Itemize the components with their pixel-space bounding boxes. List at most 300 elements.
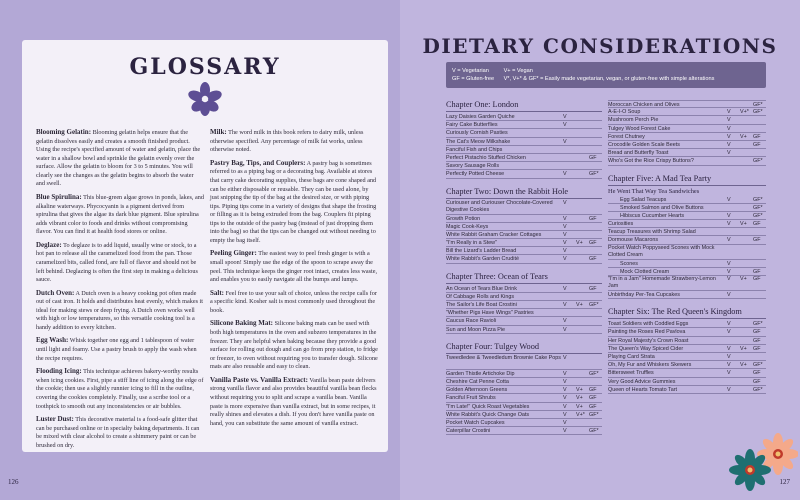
- diet-mark: [576, 427, 589, 434]
- glossary-term: Flooding Icing:: [36, 367, 82, 376]
- recipe-row: [446, 378, 602, 386]
- diet-mark: [576, 154, 589, 161]
- recipe-row: [446, 215, 602, 223]
- diet-mark: GF*: [753, 204, 763, 211]
- diet-mark: [589, 355, 602, 369]
- recipe-name: Her Royal Majesty's Crown Roast: [608, 337, 689, 344]
- glossary-entry: [36, 241, 204, 285]
- diet-mark: [589, 317, 602, 324]
- chapter-section: [446, 342, 602, 436]
- diet-mark: [740, 378, 753, 385]
- diet-mark: [740, 236, 753, 243]
- diet-mark: V: [563, 302, 567, 308]
- chapter-title: Chapter Four: Tulgey Wood: [446, 342, 602, 354]
- recipe-name: Queen of Hearts Tomato Tart: [608, 386, 678, 393]
- diet-mark: [589, 326, 602, 333]
- diet-mark: V+: [576, 395, 583, 402]
- glossary-definition: Feel free to use your salt of choice, unless the recipe calls for a specific kind. Kosher salt is most commonly used throughout the book.: [210, 289, 377, 314]
- recipe-row: [446, 403, 602, 411]
- diet-mark: GF*: [753, 158, 763, 165]
- diet-mark: GF*: [589, 411, 599, 418]
- diet-mark: [563, 162, 576, 169]
- recipe-row: [608, 212, 766, 220]
- chapter-section: [446, 100, 602, 179]
- diet-mark: [576, 378, 589, 385]
- glossary-entry: [36, 289, 204, 333]
- dietary-column-2: [608, 100, 766, 402]
- glossary-term: Blue Spirulina:: [36, 192, 82, 201]
- recipe-name: White Rabbit's Quick Change Oats: [446, 411, 530, 418]
- diet-mark: [727, 228, 740, 235]
- recipe-row: [608, 337, 766, 345]
- diet-mark: [576, 231, 589, 238]
- recipe-row: [446, 355, 602, 370]
- recipe-row: [608, 141, 766, 149]
- diet-mark: [576, 309, 589, 316]
- recipe-row: [608, 100, 766, 108]
- glossary-entry: [36, 128, 204, 189]
- diet-mark: V: [727, 362, 731, 369]
- recipe-name: The Sailor's Life Boat Crostini: [446, 302, 517, 308]
- recipe-row: [446, 121, 602, 129]
- diet-mark: V: [563, 114, 567, 120]
- diet-mark: V: [727, 141, 731, 148]
- recipe-name: Teacup Treasures with Shrimp Salad: [608, 229, 696, 236]
- diet-mark: GF*: [753, 102, 763, 108]
- recipe-name: Moroccan Chicken and Olives: [608, 102, 680, 108]
- recipe-name: Bittersweet Truffles: [608, 370, 654, 377]
- glossary-entry: [36, 193, 204, 237]
- recipe-name: Bill the Lizard's Ladder Bread: [446, 248, 517, 255]
- diet-mark: GF: [589, 240, 597, 247]
- diet-mark: [589, 231, 602, 238]
- recipe-row: [608, 276, 766, 291]
- glossary-definition: The easiest way to peel fresh ginger is with a small spoon! Simply use the edge of the spoon to scrape away the peel. This technique keeps the ginger root intact, creates less waste, and enables you to easily navigate all the bumps and lumps.: [210, 250, 378, 284]
- diet-mark: [563, 309, 576, 316]
- diet-mark: V+: [740, 133, 747, 140]
- diet-mark: V: [563, 122, 567, 129]
- recipe-name: Curiosities: [608, 221, 634, 228]
- recipe-name: Garden Thistle Artichoke Dip: [446, 370, 515, 377]
- diet-mark: [589, 200, 602, 214]
- recipe-name: Mushroom Perch Pie: [608, 117, 659, 124]
- glossary-term: Blooming Gelatin:: [36, 128, 92, 136]
- diet-mark: [727, 101, 740, 107]
- diet-mark: [740, 369, 753, 376]
- glossary-entry: [36, 415, 204, 450]
- recipe-name: Forest Chutney: [608, 133, 645, 140]
- glossary-card: [22, 40, 388, 452]
- diet-mark: V: [727, 276, 731, 282]
- glossary-term: Deglaze:: [36, 240, 62, 249]
- glossary-entry: [210, 159, 378, 246]
- recipe-row: [608, 386, 766, 394]
- recipe-row: [608, 291, 766, 299]
- diet-mark: [589, 113, 602, 120]
- diet-mark: [576, 223, 589, 230]
- diet-mark: [576, 255, 589, 262]
- diet-mark: V: [563, 231, 567, 238]
- diet-mark: GF: [753, 337, 761, 344]
- glossary-entry: [210, 319, 378, 371]
- diet-mark: [589, 129, 602, 136]
- glossary-term: Silicone Baking Mat:: [210, 319, 274, 328]
- diet-mark: GF: [753, 370, 761, 377]
- recipe-row: [446, 138, 602, 146]
- diet-mark: [740, 101, 753, 107]
- diet-mark: [740, 337, 753, 344]
- chapter-section: [608, 307, 766, 394]
- diet-mark: [589, 293, 602, 300]
- glossary-definition: A pastry bag is sometimes referred to as a piping bag or a decorating bag. Available at stores that carry cake decorating supplies, these bags are cone shaped and can be either disposable or reusable. They can be used alone, by just snipping the tip of the bag at the desired size, or with piping tips. Piping tips come in a variety of designs that shape the frosting or filling as it is being extruded from the bag. Couplers fit piping tips to the outside of the pastry bag (instead of just dropping them into the bag) so that the tips can be changed out without needing to empty the bag itself.: [210, 159, 377, 244]
- diet-mark: V: [727, 117, 731, 124]
- diet-mark: GF: [753, 141, 761, 148]
- recipe-row: [446, 427, 602, 435]
- recipe-row: [608, 378, 766, 386]
- recipe-name: Dormouse Macarons: [608, 237, 659, 244]
- diet-mark: V+: [576, 302, 583, 308]
- diet-mark: [576, 355, 589, 369]
- recipe-name: Fanciful Fish and Chips: [446, 146, 503, 153]
- diet-mark: [576, 113, 589, 120]
- recipe-row: [446, 309, 602, 317]
- glossary-term: Salt:: [210, 288, 224, 297]
- diet-mark: [740, 353, 753, 360]
- chapter-title: Chapter Three: Ocean of Tears: [446, 272, 602, 284]
- recipe-row: [446, 129, 602, 137]
- glossary-definition: This decorative material is a food-safe glitter that can be purchased online or in specialty baking departments. It can be mixed with clear alcohol to create a shimmery paint or can be brushed on dry.: [36, 416, 200, 449]
- diet-mark: [576, 317, 589, 324]
- recipe-name: Tweedledee & Tweedledum Brownie Cake Pops: [446, 354, 561, 361]
- glossary-definition: Vanilla bean paste delivers strong vanilla flavor and also provides beautiful vanilla bean flecks without requiring you to split and scrape a vanilla bean. Vanilla paste is more expensive than vanilla extract, but in some recipes, it really shines and elevates a dish. If you don't have vanilla paste on hand, you can substitute the same amount of vanilla extract.: [210, 376, 377, 427]
- recipe-name: Toast Soldiers with Coddled Eggs: [608, 321, 689, 328]
- diet-mark: V: [563, 419, 567, 426]
- recipe-name: Caucus Race Ravioli: [446, 318, 497, 325]
- recipe-name: A-E-I-O Soup: [608, 109, 641, 116]
- diet-mark: V: [563, 387, 567, 394]
- diet-mark: [753, 353, 766, 360]
- recipe-row: [446, 293, 602, 301]
- recipe-name: Scones: [620, 260, 638, 267]
- diet-mark: [576, 293, 589, 300]
- diet-mark: GF: [753, 329, 761, 336]
- diet-mark: GF: [753, 221, 761, 228]
- recipe-name: Pocket Watch Poppyseed Scones with Mock Clotted Cream: [608, 244, 715, 258]
- recipe-name: White Rabbit's Garden Crudité: [446, 256, 519, 263]
- recipe-name: Of Cabbage Rolls and Kings: [446, 293, 515, 300]
- diet-mark: V: [727, 150, 731, 157]
- diet-mark: [576, 146, 589, 153]
- recipe-name: Sun and Moon Pizza Pie: [446, 326, 506, 333]
- recipe-name: Playing Card Strata: [608, 353, 655, 360]
- chapter-title: Chapter Five: A Mad Tea Party: [608, 174, 766, 186]
- chapter-section: [446, 272, 602, 334]
- diet-mark: [753, 260, 766, 267]
- diet-mark: [740, 260, 753, 267]
- recipe-row: [608, 196, 766, 204]
- diet-mark: [563, 129, 576, 136]
- recipe-name: Very Good Advice Gummies: [608, 378, 676, 385]
- diet-mark: GF*: [589, 370, 599, 377]
- diet-mark: GF: [589, 285, 597, 292]
- diet-mark: [727, 204, 740, 211]
- recipe-name: "Whether Pigs Have Wings" Pastries: [446, 310, 534, 317]
- diet-mark: V: [563, 318, 567, 325]
- recipe-row: [608, 133, 766, 141]
- recipe-row: [608, 353, 766, 361]
- diet-mark: V+: [576, 240, 583, 247]
- diet-mark: V: [727, 268, 731, 275]
- recipe-row: [446, 200, 602, 215]
- diet-mark: V: [727, 370, 731, 377]
- recipe-name: Magic Cook-Keys: [446, 223, 489, 230]
- diet-mark: GF: [589, 403, 597, 410]
- dietary-title: DIETARY CONSIDERATIONS: [422, 34, 778, 58]
- diet-mark: V+: [576, 387, 583, 394]
- glossary-entry: [210, 128, 378, 155]
- recipe-row: [608, 220, 766, 228]
- recipe-row: [608, 245, 766, 260]
- recipe-row: [608, 361, 766, 369]
- diet-mark: V: [727, 109, 731, 116]
- diet-mark: V: [727, 260, 731, 267]
- recipe-row: [608, 149, 766, 157]
- diet-mark: [589, 223, 602, 230]
- diet-mark: [740, 320, 753, 327]
- recipe-name: Perfectly Potted Cheese: [446, 171, 505, 178]
- recipe-row: [446, 386, 602, 394]
- recipe-name: White Rabbit Graham Cracker Cottages: [446, 231, 542, 238]
- recipe-row: [446, 223, 602, 231]
- diet-mark: [740, 125, 753, 132]
- diet-mark: GF*: [589, 302, 599, 308]
- diet-mark: V: [563, 256, 567, 263]
- diet-mark: [753, 291, 766, 298]
- recipe-name: Fanciful Fruit Shrubs: [446, 395, 496, 402]
- diet-mark: V: [727, 292, 731, 298]
- diet-mark: V: [563, 370, 567, 377]
- recipe-row: [446, 162, 602, 170]
- diet-mark: V: [563, 240, 567, 247]
- diet-mark: GF: [753, 268, 761, 275]
- glossary-definition: The word milk in this book refers to dairy milk, unless otherwise specified. Any percentage of milk fat works, unless otherwise noted.: [210, 129, 364, 154]
- recipe-name: The Queen's Way Spiced Cider: [608, 345, 684, 352]
- recipe-name: Lazy Daisies Garden Quiche: [446, 114, 515, 120]
- diet-mark: V: [727, 237, 731, 244]
- diet-mark: GF: [589, 395, 597, 402]
- diet-mark: V: [727, 321, 731, 328]
- diet-mark: [740, 157, 753, 164]
- glossary-entry: [36, 367, 204, 411]
- glossary-term: Peeling Ginger:: [210, 249, 257, 258]
- diet-mark: [563, 154, 576, 161]
- glossary-term: Dutch Oven:: [36, 288, 75, 297]
- diet-mark: [589, 146, 602, 153]
- diet-mark: [589, 378, 602, 385]
- glossary-definition: Blooming gelatin helps ensure that the gelatin dissolves easily and creates a smooth finished product. Using the recipe's specified amount of water and gelatin, place the water in a shallow bowl and sprinkle the gelatin evenly over the surface. Allow the gelatin to bloom for 3 to 5 minutes. You will clearly see the changes as the gelatin begins to absorb the water and swell.: [36, 129, 201, 188]
- diet-mark: [727, 337, 740, 344]
- diet-mark: [576, 170, 589, 177]
- diet-mark: V: [727, 125, 731, 132]
- recipe-row: [446, 231, 602, 239]
- glossary-entry: [210, 249, 378, 284]
- glossary-entry: [36, 336, 204, 363]
- recipe-name: "I'm Late!" Quick Roast Vegetables: [446, 403, 530, 410]
- diet-mark: [589, 309, 602, 316]
- diet-mark: V: [563, 171, 567, 178]
- recipe-row: [608, 328, 766, 336]
- recipe-name: Curiouser and Curiouser Chocolate-Covered Digestive Cookies: [446, 199, 553, 213]
- flower-icon: [188, 82, 222, 116]
- diet-mark: GF*: [753, 196, 763, 203]
- diet-mark: GF: [589, 256, 597, 263]
- recipe-name: Savory Sausage Rolls: [446, 163, 500, 170]
- diet-mark: GF: [753, 237, 761, 244]
- diet-mark: [563, 293, 576, 300]
- recipe-row: [608, 345, 766, 353]
- recipe-name: Painting the Roses Red Pavlova: [608, 329, 686, 336]
- recipe-name: Smoked Salmon and Olive Buttons: [620, 204, 704, 211]
- chapter-subheading: He Went That Way Tea Sandwiches: [608, 187, 700, 195]
- diet-mark: [589, 419, 602, 426]
- diet-mark: V: [727, 221, 731, 228]
- diet-mark: GF: [589, 387, 597, 394]
- diet-mark: [740, 141, 753, 148]
- recipe-name: Bread and Butterfly Toast: [608, 150, 669, 157]
- diet-mark: [740, 204, 753, 211]
- recipe-row: [446, 239, 602, 247]
- glossary-column-1: [36, 128, 204, 454]
- legend-gluten-free: GF = Gluten-free: [452, 76, 495, 83]
- glossary-definition: To deglaze is to add liquid, usually wine or stock, to a hot pan to release all the caramelized food from the pan. Those caramelized bits, called fond, are full of flavor and should not be left behind. Deglazing is often the first step in making a delicious sauce.: [36, 241, 198, 284]
- dietary-column-1: [446, 100, 602, 443]
- recipe-row: [608, 260, 766, 268]
- recipe-row: [446, 326, 602, 334]
- page-number-right: 127: [779, 478, 790, 486]
- recipe-name: An Ocean of Tears Blue Drink: [446, 285, 517, 292]
- diet-mark: V: [727, 212, 731, 219]
- diet-mark: GF*: [589, 171, 599, 178]
- diet-mark: [753, 116, 766, 123]
- diet-mark: GF: [753, 133, 761, 140]
- recipe-row: [446, 394, 602, 402]
- recipe-row: [446, 370, 602, 378]
- recipe-row: [608, 236, 766, 244]
- recipe-name: Growth Potion: [446, 215, 481, 222]
- diet-mark: GF: [753, 378, 761, 385]
- diet-mark: [740, 149, 753, 156]
- recipe-name: Who's Got the Rice Crispy Buttons?: [608, 158, 694, 165]
- diet-mark: GF*: [753, 321, 763, 328]
- recipe-name: Hibiscus Cucumber Hearts: [620, 212, 685, 219]
- diet-mark: [576, 215, 589, 222]
- chapter-section: [446, 187, 602, 264]
- diet-mark: V: [563, 248, 567, 255]
- diet-mark: [576, 285, 589, 292]
- diet-mark: [576, 200, 589, 214]
- recipe-row: [446, 411, 602, 419]
- diet-mark: V: [563, 215, 567, 222]
- diet-mark: [740, 328, 753, 335]
- recipe-row: [446, 317, 602, 325]
- dietary-legend: [446, 62, 766, 88]
- recipe-name: "I'm Really in a Stew": [446, 240, 497, 247]
- recipe-row: [608, 157, 766, 165]
- diet-mark: [576, 138, 589, 145]
- diet-mark: [589, 138, 602, 145]
- glossary-entry: [210, 289, 378, 316]
- recipe-name: The Cat's Meow Milkshake: [446, 138, 511, 145]
- diet-mark: V+: [740, 362, 747, 369]
- diet-mark: [727, 157, 740, 164]
- diet-mark: GF*: [753, 386, 763, 393]
- recipe-name: Tulgey Wood Forest Cake: [608, 125, 671, 132]
- diet-mark: GF*: [753, 212, 763, 219]
- diet-mark: V: [727, 353, 731, 360]
- glossary-term: Egg Wash:: [36, 336, 69, 345]
- recipe-name: Caterpillar Crostini: [446, 428, 491, 435]
- diet-mark: V+: [740, 276, 747, 282]
- diet-mark: [753, 245, 766, 259]
- diet-mark: [740, 291, 753, 298]
- diet-mark: V+: [740, 221, 747, 228]
- legend-vegetarian: V = Vegetarian: [452, 68, 489, 74]
- glossary-term: Milk:: [210, 128, 227, 136]
- diet-mark: V: [727, 329, 731, 336]
- recipe-row: [608, 108, 766, 116]
- recipe-row: [446, 154, 602, 162]
- diet-mark: [589, 162, 602, 169]
- recipe-row: [608, 320, 766, 328]
- diet-mark: V: [563, 428, 567, 435]
- legend-vegan: V+ = Vegan: [503, 68, 533, 74]
- recipe-name: Pocket Watch Cupcakes: [446, 419, 505, 426]
- glossary-definition: A Dutch oven is a heavy cooking pot often made out of cast iron. It holds and distributes heat evenly, which makes it ideal for making stews or deep frying. A Dutch oven works well with high or low temperatures, so this versatile cooking tool is a handy addition to every kitchen.: [36, 289, 203, 331]
- diet-mark: [576, 162, 589, 169]
- glossary-term: Luster Dust:: [36, 415, 74, 424]
- recipe-name: "I'm in a Jam" Homemade Strawberry-Lemon Jam: [608, 276, 716, 289]
- recipe-row: [446, 113, 602, 121]
- glossary-column-2: [210, 128, 378, 432]
- recipe-name: Golden Afternoon Greens: [446, 387, 508, 394]
- diet-mark: [576, 419, 589, 426]
- diet-mark: V: [563, 354, 567, 361]
- glossary-entry: [210, 376, 378, 428]
- recipe-row: [608, 268, 766, 276]
- glossary-definition: This technique achieves bakery-worthy results when icing cookies. First, pipe a stiff line of icing along the edge of the cookie; then use a slightly runnier icing to fill in the outline, covering the cookies completely. Finally, use a scribe tool or a toothpick to smooth out any inconsistencies or air bubbles.: [36, 368, 204, 410]
- recipe-name: Mock Clotted Cream: [620, 268, 670, 275]
- legend-alterations: V*, V+* & GF* = Easily made vegetarian, vegan, or gluten-free with simple alterations: [503, 76, 715, 83]
- diet-mark: V: [563, 395, 567, 402]
- recipe-row: [446, 247, 602, 255]
- diet-mark: [563, 146, 576, 153]
- diet-mark: GF*: [753, 362, 763, 369]
- diet-mark: [740, 386, 753, 393]
- diet-mark: [753, 125, 766, 132]
- diet-mark: [740, 212, 753, 219]
- chapter-continued: [608, 100, 766, 166]
- diet-mark: [740, 228, 753, 235]
- diet-mark: V: [563, 138, 567, 145]
- recipe-name: Perfect Pistachio Stuffed Chicken: [446, 154, 526, 161]
- diet-mark: V: [563, 285, 567, 292]
- recipe-row: [446, 255, 602, 263]
- chapter-title: Chapter One: London: [446, 100, 602, 112]
- glossary-definition: Whisk together one egg and 1 tablespoon of water until light and foamy. Use a pastry brush to apply the wash when the recipe requires.: [36, 337, 197, 362]
- chapter-title: Chapter Six: The Red Queen's Kingdom: [608, 307, 766, 319]
- diet-mark: V: [727, 196, 731, 203]
- glossary-title: GLOSSARY: [129, 54, 281, 80]
